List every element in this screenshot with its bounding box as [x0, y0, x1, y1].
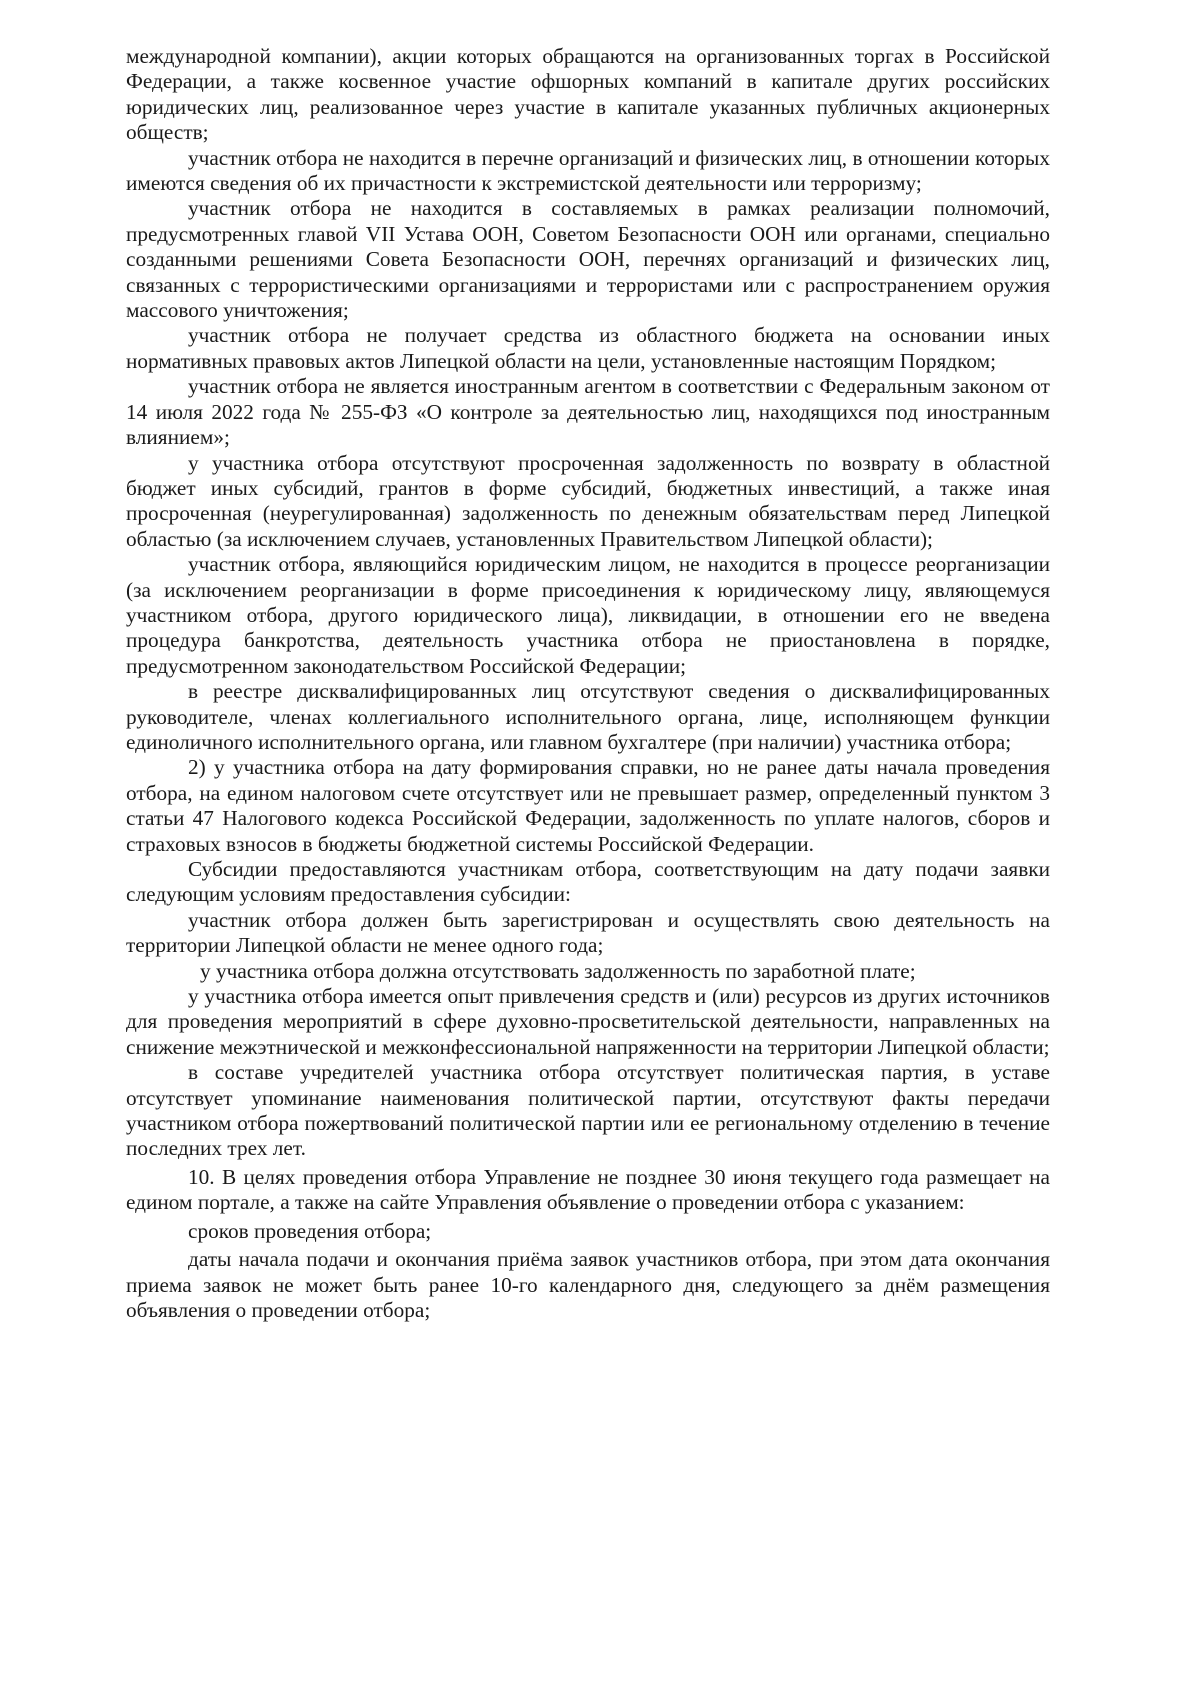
- paragraph-political-party: в составе учредителей участника отбора отсутствует политическая партия, в уставе отсутствует упоминание наименования политической партии, отсутствуют факты передачи участником отбора пожертвований политической партии или ее региональному отделению в течение последних трех лет.: [126, 1060, 1050, 1161]
- paragraph-subsidy-conditions: Субсидии предоставляются участникам отбора, соответствующим на дату подачи заявки следующим условиям предоставления субсидии:: [126, 857, 1050, 907]
- paragraph-registration: участник отбора должен быть зарегистрирован и осуществлять свою деятельность на территории Липецкой области не менее одного года;: [126, 907, 1050, 958]
- paragraph-reorganization: участник отбора, являющийся юридическим лицом, не находится в процессе реорганизации (за исключением реорганизации в форме присоединения к юридическому лицу, являющемуся участником отбора, другого юридического лица), ликвидации, в отношении его не введена процедура банкротства, деятельность участника отбора не приостановлена в порядке, предусмотренном законодательством Российской Федерации;: [126, 552, 1050, 678]
- paragraph-regional-budget: участник отбора не получает средства из областного бюджета на основании иных нормативных правовых актов Липецкой области на цели, установленные настоящим Порядком;: [126, 323, 1050, 373]
- paragraph-disqualified-persons: в реестре дисквалифицированных лиц отсутствуют сведения о дисквалифицированных руководителе, членах коллегиального исполнительного органа, лице, исполняющем функции единоличного исполнительного органа, или главном бухгалтере (при наличии) участника отбора;: [126, 679, 1050, 754]
- paragraph-overdue-debt: у участника отбора отсутствуют просроченная задолженность по возврату в областной бюджет иных субсидий, грантов в форме субсидий, бюджетных инвестиций, а также иная просроченная (неурегулированная) задолженность по денежным обязательствам перед Липецкой областью (за исключением случаев, установленных Правительством Липецкой области);: [126, 450, 1050, 551]
- paragraph-experience: у участника отбора имеется опыт привлечения средств и (или) ресурсов из других источников для проведения мероприятий в сфере духовно-просветительской деятельности, направленных на снижение межэтнической и межконфессиональной напряженности на территории Липецкой области;: [126, 984, 1050, 1059]
- document-page: [126, 44, 1050, 1323]
- paragraph-offshore-continuation: международной компании), акции которых обращаются на организованных торгах в Российской Федерации, а также косвенное участие офшорных компаний в капитале других российских юридических лиц, реализованное через участие в капитале указанных публичных акционерных обществ;: [126, 44, 1050, 145]
- paragraph-tax-debt: 2) у участника отбора на дату формирования справки, но не ранее даты начала проведения отбора, на едином налоговом счете отсутствует или не превышает размер, определенный пунктом 3 статьи 47 Налогового кодекса Российской Федерации, задолженность по уплате налогов, сборов и страховых взносов в бюджеты бюджетной системы Российской Федерации.: [126, 755, 1050, 856]
- paragraph-un-lists: участник отбора не находится в составляемых в рамках реализации полномочий, предусмотренных главой VII Устава ООН, Советом Безопасности ООН или органами, специально созданными решениями Совета Безопасности ООН, перечнях организаций и физических лиц, связанных с террористическими организациями и террористами или с распространением оружия массового уничтожения;: [126, 196, 1050, 323]
- paragraph-announcement: 10. В целях проведения отбора Управление не позднее 30 июня текущего года размещает на едином портале, а также на сайте Управления объявление о проведении отбора с указанием:: [126, 1164, 1050, 1215]
- paragraph-selection-dates: сроков проведения отбора;: [188, 1218, 432, 1243]
- paragraph-extremism-list: участник отбора не находится в перечне организаций и физических лиц, в отношении которых имеются сведения об их причастности к экстремистской деятельности или терроризму;: [126, 145, 1050, 196]
- paragraph-application-dates: даты начала подачи и окончания приёма заявок участников отбора, при этом дата окончания приема заявок не может быть ранее 10-го календарного дня, следующего за днём размещения объявления о проведении отбора;: [126, 1247, 1050, 1322]
- paragraph-foreign-agent: участник отбора не является иностранным агентом в соответствии с Федеральным законом от 14 июля 2022 года № 255-ФЗ «О контроле за деятельностью лиц, находящихся под иностранным влиянием»;: [126, 374, 1050, 450]
- paragraph-salary-debt: у участника отбора должна отсутствовать задолженность по заработной плате;: [200, 958, 916, 983]
